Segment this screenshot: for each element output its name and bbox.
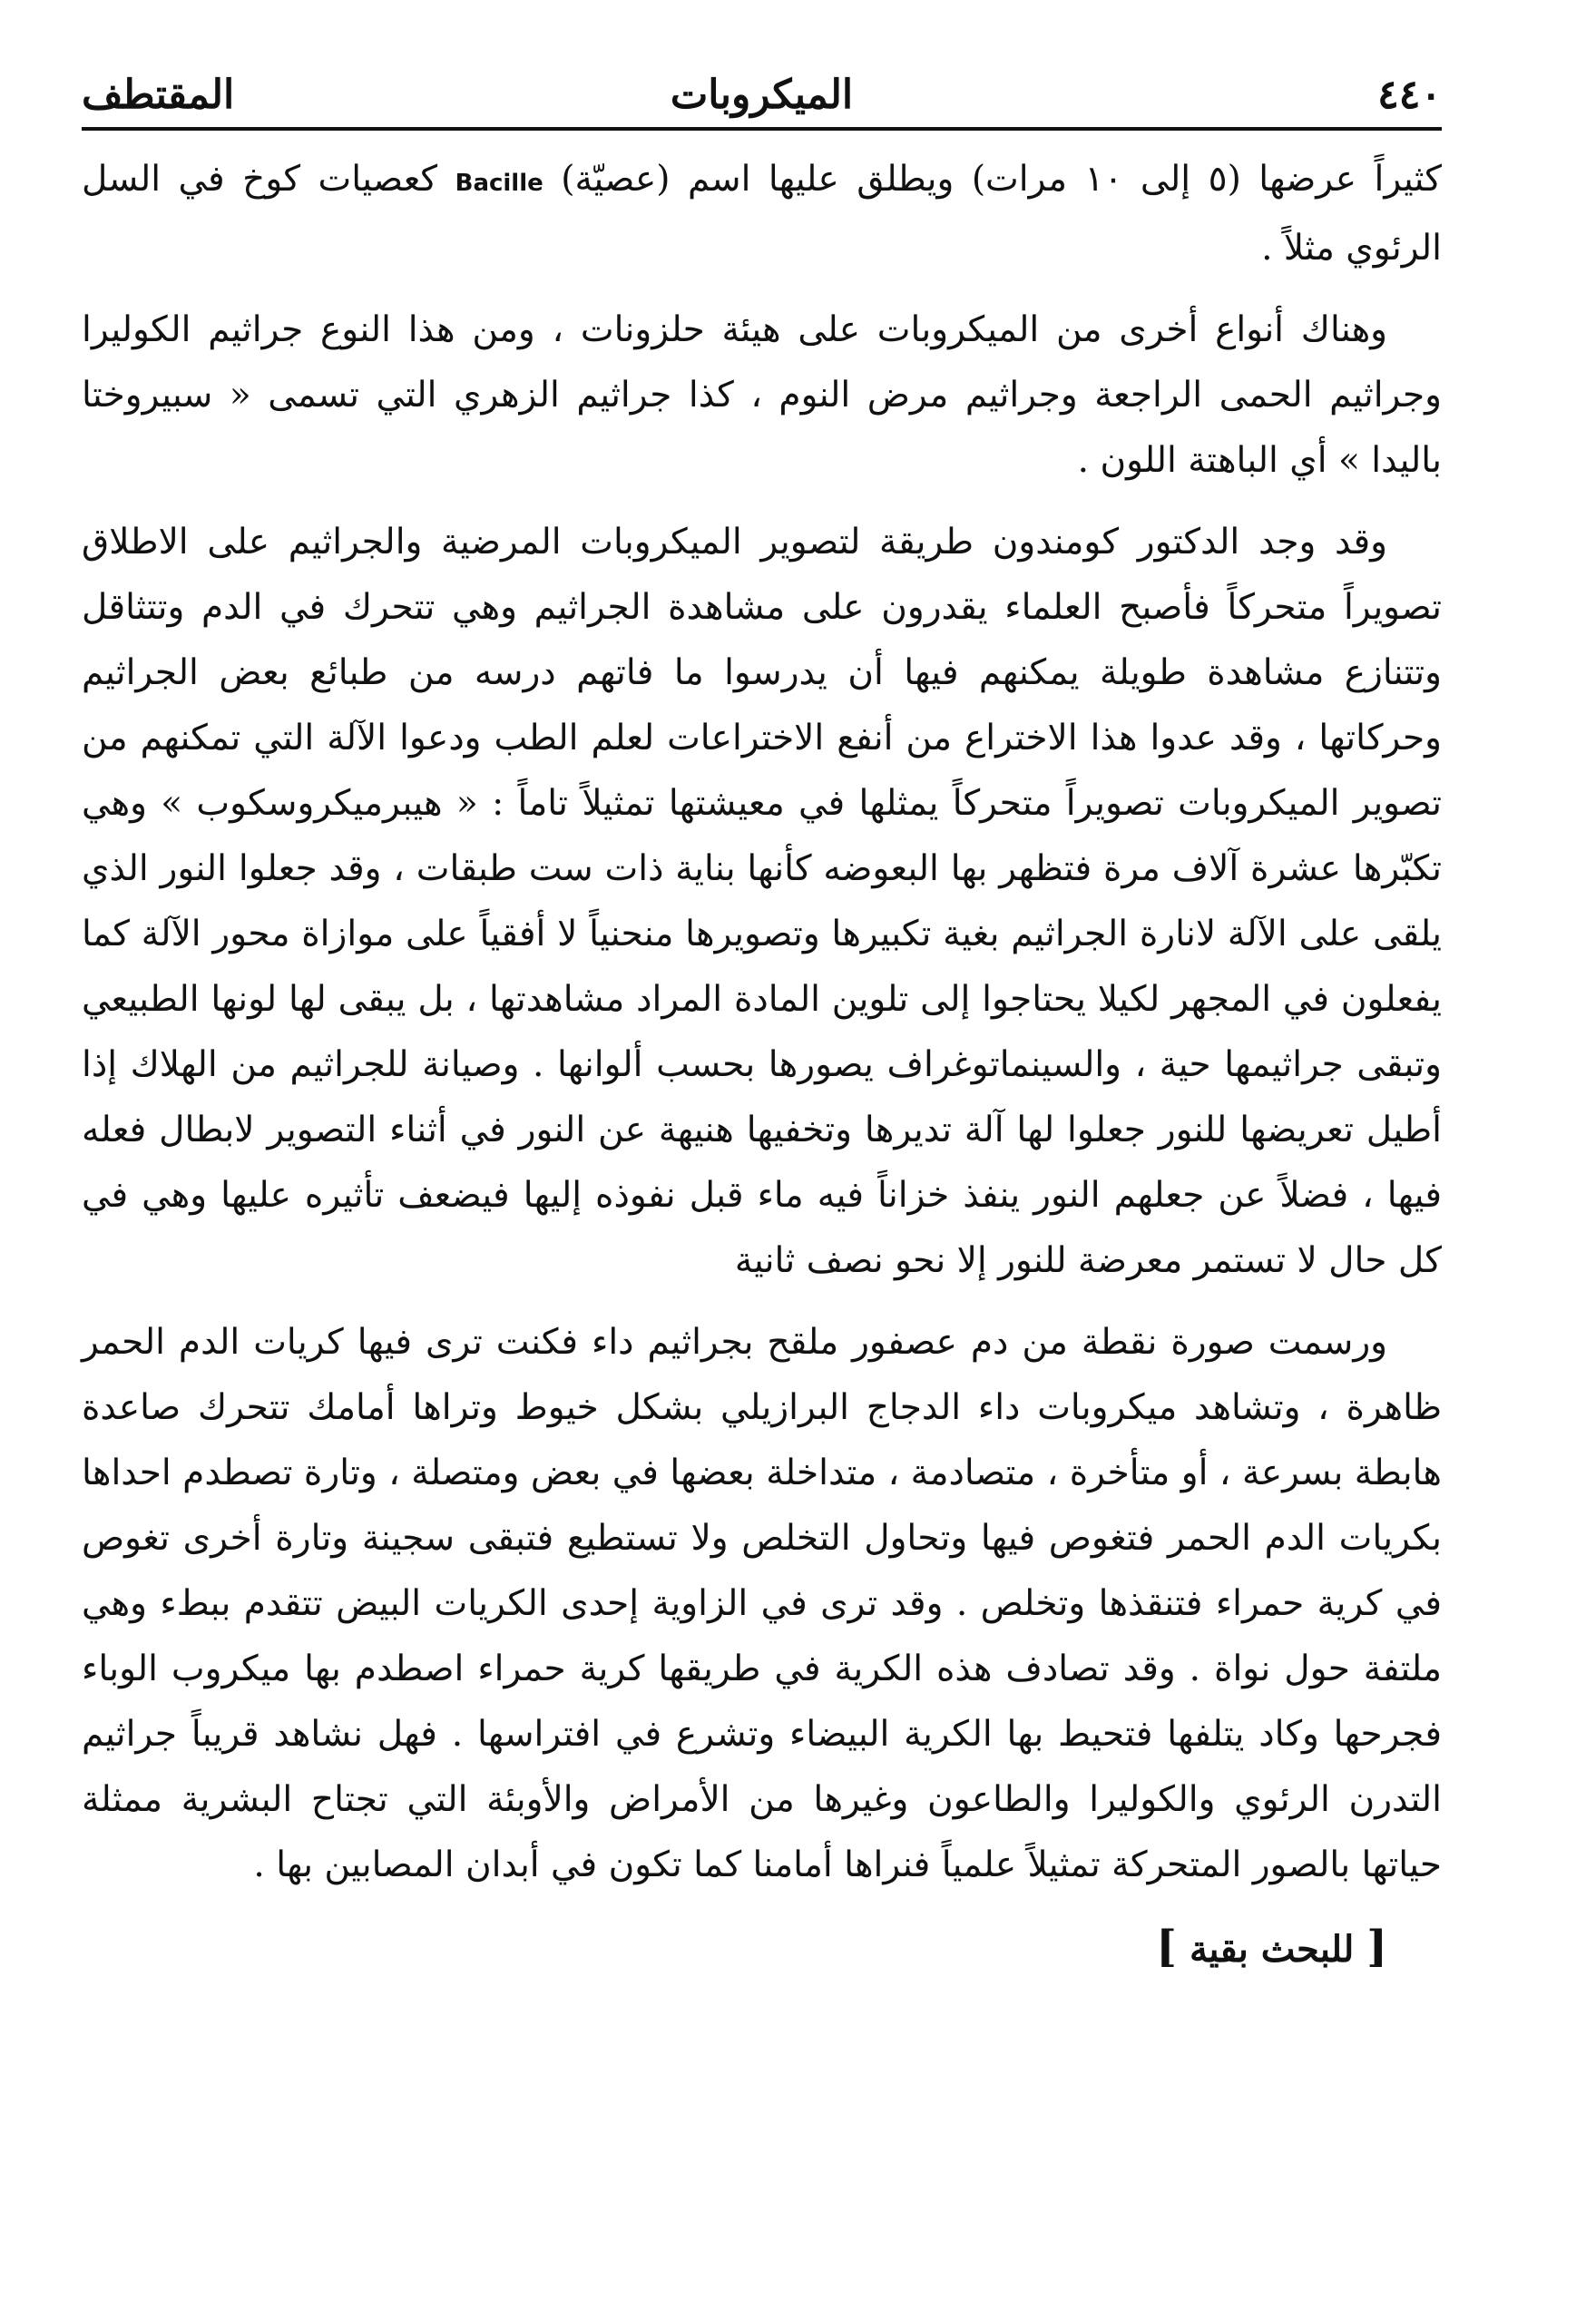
running-header [82, 64, 1442, 131]
paragraph-continuation [82, 147, 1442, 281]
latin-term: Bacille [455, 170, 543, 197]
paragraph-spirilla: وهناك أنواع أخرى من الميكروبات على هيئة حلزونات ، ومن هذا النوع جراثيم الكوليرا وجراثيم الحمى الراجعة وجراثيم مرض النوم ، كذا جراثيم الزهري التي تسمى « سبيروختا باليدا » أي الباهتة اللون . [82, 309, 1442, 481]
continued-text: للبحث بقية [1189, 1928, 1355, 1971]
bracket-open: [ [1366, 1922, 1387, 1972]
article-body [82, 147, 1442, 1898]
article-title: الميكروبات [670, 72, 854, 118]
page-number: ٤٤٠ [1377, 72, 1442, 118]
paragraph-comandon-method: وقد وجد الدكتور كومندون طريقة لتصوير الميكروبات المرضية والجراثيم على الاطلاق تصويراً متحركاً فأصبح العلماء يقدرون على مشاهدة الجراثيم وهي تتحرك في الدم وتتثاقل وتتنازع مشاهدة طويلة يمكنهم فيها أن يدرسوا ما فاتهم درسه من طبائع بعض الجراثيم وحركاتها ، وقد عدوا هذا الاختراع من أنفع الاختراعات لعلم الطب ودعوا الآلة التي تمكنهم من تصوير الميكروبات تصويراً متحركاً يمثلها في معيشتها تمثيلاً تاماً : « هيبرميكروسكوب » وهي تكبّرها عشرة آلاف مرة فتظهر بها البعوضه كأنها بناية ذات ست طبقات ، وقد جعلوا النور الذي يلقى على الآلة لانارة الجراثيم بغية تكبيرها وتصويرها منحنياً لا أفقياً على موازاة محور الآلة كما يفعلون في المجهر لكيلا يحتاجوا إلى تلوين المادة المراد مشاهدتها ، بل يبقى لها لونها الطبيعي وتبقى جراثيمها حية ، والسينماتوغراف يصورها بحسب ألوانها . وصيانة للجراثيم من الهلاك إذا أطيل تعريضها للنور جعلوا لها آلة تديرها وتخفيها هنيهة عن النور في أثناء التصوير لابطال فعله فيها ، فضلاً عن جعلهم النور ينفذ خزاناً فيه ماء قبل نفوذه إليها فيضعف تأثيره عليها وهي في كل حال لا تستمر معرضة للنور إلا نحو نصف ثانية [82, 522, 1442, 1281]
bracket-close: ] [1156, 1922, 1177, 1972]
paragraph-blood-sample: ورسمت صورة نقطة من دم عصفور ملقح بجراثيم داء فكنت ترى فيها كريات الدم الحمر ظاهرة ، وتشاهد ميكروبات داء الدجاج البرازيلي بشكل خيوط وتراها أمامك تتحرك صاعدة هابطة بسرعة ، أو متأخرة ، متصادمة ، متداخلة بعضها في بعض ومتصلة ، وتارة تصطدم احداها بكريات الدم الحمر فتغوص فيها وتحاول التخلص ولا تستطيع فتبقى سجينة وتارة أخرى تغوص في كرية حمراء فتنقذها وتخلص . وقد ترى في الزاوية إحدى الكريات البيض تتقدم ببطء وهي ملتفة حول نواة . وقد تصادف هذه الكرية في طريقها كرية حمراء اصطدم بها ميكروب الوباء فجرحها وكاد يتلفها فتحيط بها الكرية البيضاء وتشرع في افتراسها . فهل نشاهد قريباً جراثيم التدرن الرئوي والكوليرا والطاعون وغيرها من الأمراض والأوبئة التي تجتاح البشرية ممثلة حياتها بالصور المتحركة تمثيلاً علمياً فنراها أمامنا كما تكون في أبدان المصابين بها . [82, 1322, 1442, 1885]
paragraph-text: كعصيات كوخ في السل الرئوي مثلاً . [82, 159, 1442, 269]
journal-name: المقتطف [82, 72, 235, 118]
paragraph-text: كثيراً عرضها (٥ إلى ١٠ مرات) ويطلق عليها اسم (عصيّة) [561, 159, 1442, 200]
continued-note [82, 1922, 1387, 1972]
